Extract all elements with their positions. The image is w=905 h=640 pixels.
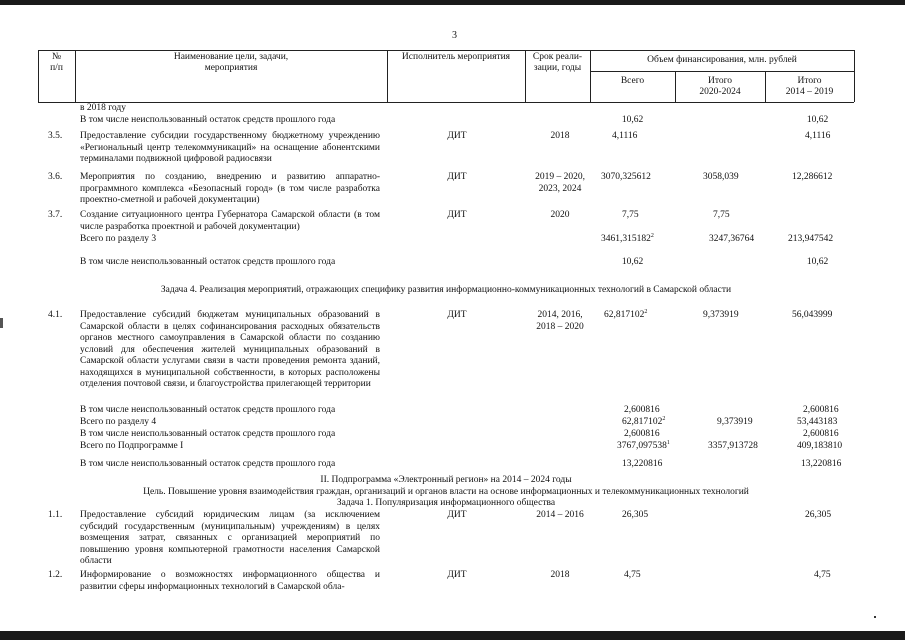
value-2020-2024: 9,373919	[717, 417, 753, 427]
row-number: 1.2.	[48, 570, 63, 580]
value-2014-2019: 4,1116	[805, 131, 831, 141]
row-text: Всего по разделу 4	[80, 417, 157, 427]
value-2014-2019: 409,183810	[797, 441, 843, 451]
row-executor: ДИТ	[447, 210, 467, 220]
row-term: 2014, 2016, 2018 – 2020	[536, 310, 584, 332]
row-term: 2019 – 2020, 2023, 2024	[535, 172, 585, 194]
row-term: 2020	[550, 210, 570, 220]
value-2014-2019: 2,600816	[803, 405, 839, 415]
value-2020-2024: 7,75	[713, 210, 730, 220]
row-number: 3.7.	[48, 210, 63, 220]
value-total: 4,75	[624, 570, 641, 580]
value-total: 62,817102$^2$	[604, 308, 648, 320]
row-text: Предоставление субсидий юридическим лицам (за исключением субсидий государственным (муниципальным) учреждениям) в целях возмещения затрат, связанных с организацией мероприятий по повышению уровня компьютерной грамотности населения Самарской области	[80, 510, 380, 566]
row-executor: ДИТ	[447, 172, 467, 182]
value-2014-2019: 213,947542	[788, 234, 834, 244]
task-heading: Задача 4. Реализация мероприятий, отражающих специфику развития информационно-коммуникационных технологий в Самарской области	[160, 285, 732, 295]
value-2014-2019: 12,286612	[792, 172, 833, 182]
scan-dot	[874, 616, 876, 618]
row-text: В том числе неиспользованный остаток средств прошлого года	[80, 405, 336, 415]
header-name: Наименование цели, задачи, мероприятия	[173, 52, 289, 73]
value-total: 3070,325612	[601, 172, 651, 182]
row-executor: ДИТ	[447, 570, 467, 580]
value-total: 7,75	[622, 210, 639, 220]
header-total: Всего	[620, 76, 645, 86]
value-2014-2019: 56,043999	[792, 310, 833, 320]
row-text: в 2018 году	[80, 103, 126, 113]
value-2014-2019: 26,305	[805, 510, 832, 520]
row-text: Предоставление субсидии государственному бюджетному учреждению «Региональный центр телекоммуникаций» на оснащение абонентскими терминалами подвижной цифровой радиосвязи	[80, 131, 380, 164]
value-2014-2019: 2,600816	[803, 429, 839, 439]
row-text: В том числе неиспользованный остаток средств прошлого года	[80, 459, 336, 469]
scan-mark	[0, 318, 3, 328]
top-border	[0, 0, 905, 5]
row-text: Предоставление субсидий бюджетам муниципальных образований в Самарской области в целях софинансирования расходных обязательств органов местного самоуправления в Самарской области по созданию условий для обеспечения жителей муниципальных образований в Самарской области услугами связи в части проведения ремонта зданий, находящихся в муниципальной собственности, в которых расположены отделения почтовой связи, и благоустройства прилегающей территории	[80, 310, 380, 389]
value-2014-2019: 10,62	[806, 115, 829, 125]
row-term: 2014 – 2016	[536, 510, 584, 520]
value-total: 13,220816	[622, 459, 663, 469]
header-2020-2024: Итого 2020-2024	[699, 76, 741, 97]
subprogram-heading: II. Подпрограмма «Электронный регион» на 2014 – 2024 годы	[320, 475, 572, 485]
value-total: 26,305	[622, 510, 649, 520]
value-2020-2024: 3247,36764	[709, 234, 755, 244]
value-2014-2019: 13,220816	[801, 459, 842, 469]
header-executor: Исполнитель мероприятия	[401, 52, 511, 62]
value-total: 4,1116	[612, 131, 638, 141]
task-heading: Задача 1. Популяризация информационного общества	[336, 498, 556, 508]
header-2014-2019: Итого 2014 – 2019	[785, 76, 834, 97]
bottom-border	[0, 631, 905, 640]
row-executor: ДИТ	[447, 510, 467, 520]
row-term: 2018	[550, 131, 570, 141]
row-term: 2018	[550, 570, 570, 580]
row-text: Создание ситуационного центра Губернатора Самарской области (в том числе разработка проектной и рабочей документации)	[80, 210, 380, 232]
value-total: 3767,097538$^1$	[617, 439, 670, 451]
row-text: Информирование о возможностях информационного общества и развитии сферы информационных технологий в Самарской обла-	[80, 570, 380, 592]
row-number: 3.6.	[48, 172, 63, 182]
page-number: 3	[452, 30, 457, 41]
value-2014-2019: 4,75	[814, 570, 831, 580]
header-number: № п/п	[50, 52, 63, 73]
row-text: В том числе неиспользованный остаток средств прошлого года	[80, 115, 336, 125]
value-2020-2024: 9,373919	[703, 310, 739, 320]
value-total: 10,62	[621, 257, 644, 267]
header-term: Срок реали- зации, годы	[532, 52, 583, 73]
goal-heading: Цель. Повышение уровня взаимодействия граждан, организаций и органов власти на основе информационных и телекоммуникационных технологий	[143, 487, 749, 497]
value-2014-2019: 53,443183	[797, 417, 838, 427]
row-number: 1.1.	[48, 510, 63, 520]
row-text: Мероприятия по созданию, внедрению и развитию аппаратно-программного комплекса «Безопасный город» (в том числе разработка проектно-сметной и рабочей документации)	[80, 172, 380, 205]
row-number: 4.1.	[48, 310, 63, 320]
value-2014-2019: 10,62	[806, 257, 829, 267]
row-text: Всего по разделу 3	[80, 234, 157, 244]
header-funding: Объем финансирования, млн. рублей	[647, 55, 797, 65]
row-text: В том числе неиспользованный остаток средств прошлого года	[80, 429, 336, 439]
value-total: 3461,315182$^2$	[601, 232, 654, 244]
value-total: 2,600816	[624, 405, 660, 415]
row-executor: ДИТ	[447, 131, 467, 141]
value-2020-2024: 3058,039	[703, 172, 739, 182]
value-total: 62,817102$^2$	[622, 415, 666, 427]
value-2020-2024: 3357,913728	[708, 441, 758, 451]
row-executor: ДИТ	[447, 310, 467, 320]
row-text: В том числе неиспользованный остаток средств прошлого года	[80, 257, 336, 267]
value-total: 10,62	[621, 115, 644, 125]
value-total: 2,600816	[624, 429, 660, 439]
row-number: 3.5.	[48, 131, 63, 141]
row-text: Всего по Подпрограмме I	[80, 441, 184, 451]
